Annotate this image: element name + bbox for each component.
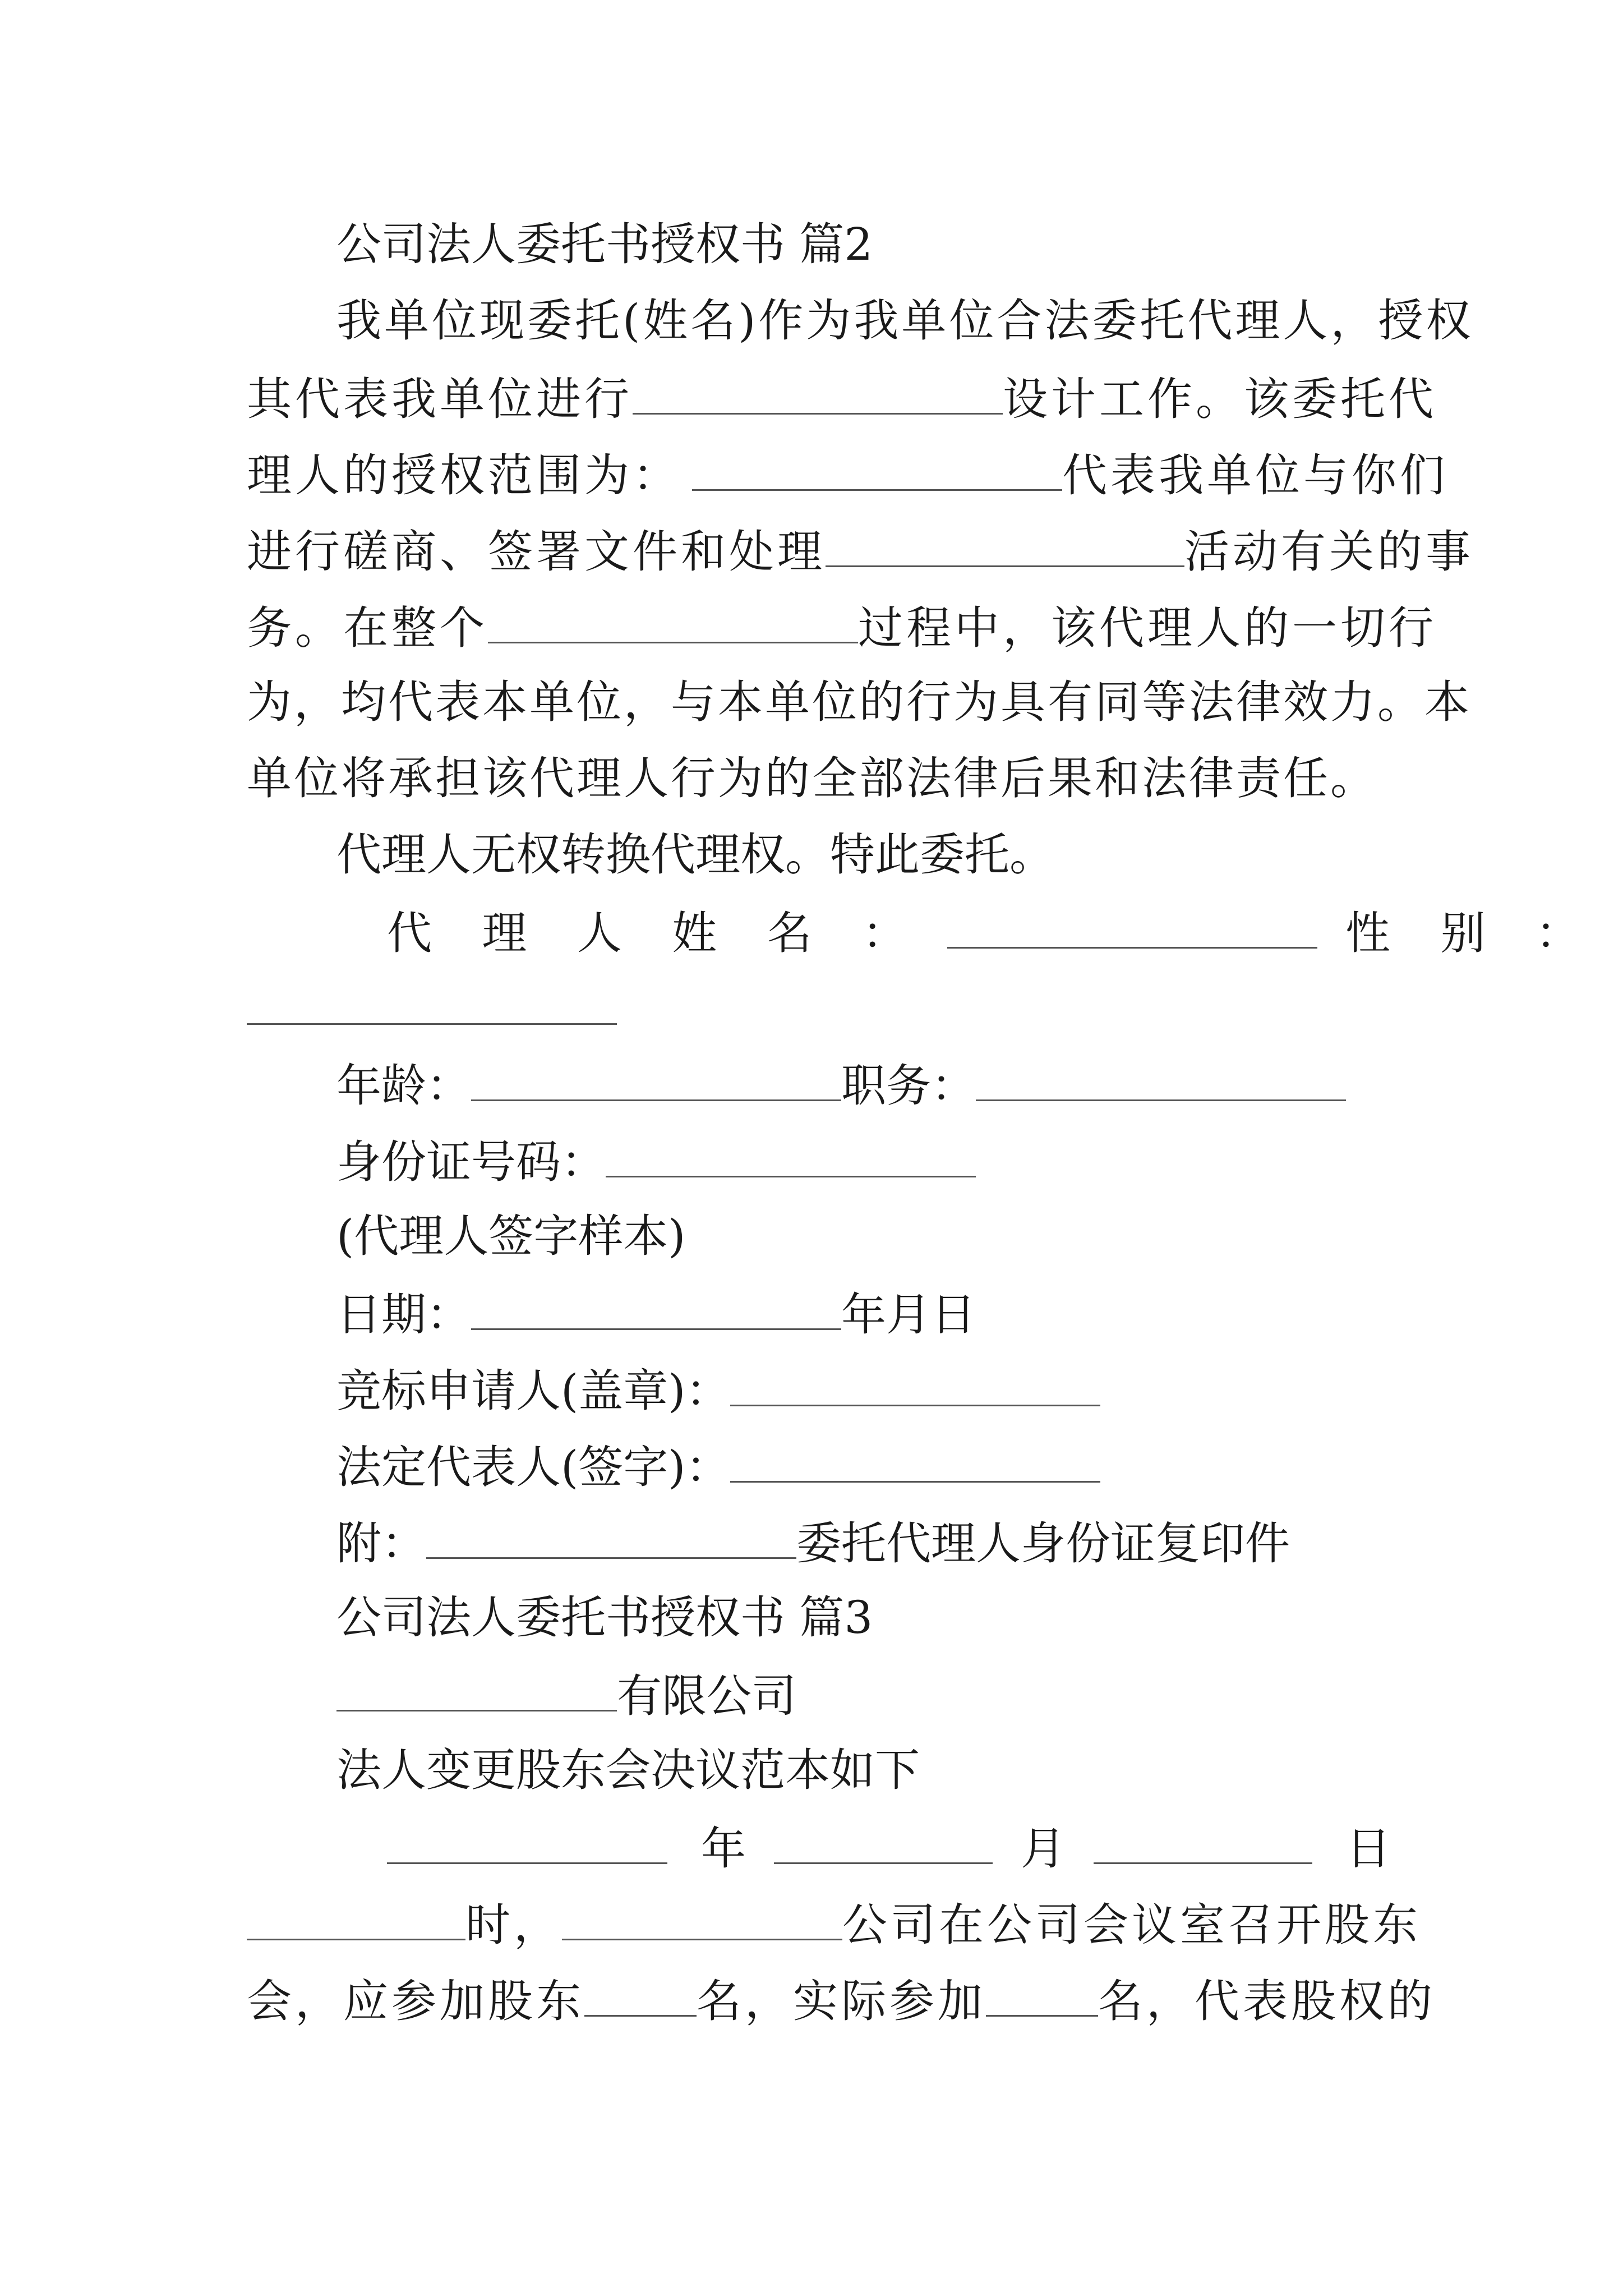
hour-label: 时， (465, 1899, 562, 1951)
id-row (336, 1122, 976, 1198)
actual-count-blank (986, 1961, 1098, 2017)
date-label: 日期： (336, 1289, 471, 1341)
hour-blank (247, 1885, 465, 1940)
attachment-suffix: 委托代理人身份证复印件 (796, 1517, 1290, 1570)
blank-underline (826, 512, 1184, 567)
day-blank (1094, 1809, 1312, 1864)
resolution-intro: 法人变更股东会决议范本如下 (336, 1744, 920, 1796)
legal-rep-row (336, 1427, 1100, 1503)
bidder-blank (730, 1351, 1100, 1406)
id-label: 身份证号码： (336, 1136, 606, 1188)
attachment-blank (426, 1503, 796, 1559)
bidder-label: 竞标申请人(盖章)： (336, 1365, 731, 1417)
attendance-text-c: 名，代表股权的 (1098, 1975, 1436, 2027)
blank-underline (488, 588, 858, 643)
required-count-blank (584, 1961, 697, 2017)
paragraph-line (247, 435, 1448, 512)
blank-underline (692, 435, 1062, 491)
paragraph-line (247, 512, 1474, 588)
text-run: 代表我单位与你们 (1062, 449, 1448, 501)
text-run: 理人的授权范围为： (247, 449, 681, 501)
attendance-text-a: 会，应参加股东 (247, 1975, 584, 2027)
paragraph-line: 为，均代表本单位，与本单位的行为具有同等法律效力。本 (247, 676, 1472, 728)
meeting-time-row (247, 1885, 1421, 1961)
agent-name-label: 代 理 人 姓 名 ： (387, 907, 925, 959)
text-run: 其代表我单位进行 (247, 373, 633, 425)
agent-name-blank (947, 893, 1317, 949)
attachment-label: 附： (336, 1517, 426, 1570)
text-run: 务。在整个 (247, 602, 488, 654)
company-blank (562, 1885, 842, 1940)
company-name-blank (336, 1656, 617, 1711)
agent-name-row (387, 893, 1598, 969)
date-row (336, 1274, 976, 1351)
year-blank (387, 1809, 667, 1864)
paragraph-line: 我单位现委托(姓名)作为我单位合法委托代理人，授权 (336, 295, 1474, 347)
signature-sample: (代理人签字样本) (336, 1210, 686, 1262)
bidder-row (336, 1351, 1100, 1427)
paragraph-line: 单位将承担该代理人行为的全部法律后果和法律责任。 (247, 752, 1377, 804)
attendance-row (247, 1961, 1436, 2037)
month-label: 月 (1021, 1823, 1066, 1875)
company-suffix: 有限公司 (617, 1670, 796, 1722)
text-run: 活动有关的事 (1184, 526, 1474, 578)
no-transfer-statement: 代理人无权转换代理权。特此委托。 (336, 829, 1054, 881)
id-blank (606, 1122, 976, 1177)
legal-rep-label: 法定代表人(签字)： (336, 1441, 731, 1493)
day-label: 日 (1346, 1823, 1391, 1875)
position-label: 职务： (841, 1060, 976, 1112)
text-run: 设计工作。该委托代 (1003, 373, 1437, 425)
blank-underline (633, 359, 1003, 415)
meeting-text: 公司在公司会议室召开股东 (842, 1899, 1421, 1951)
gender-blank-row (247, 969, 617, 1046)
attendance-text-b: 名，实际参加 (697, 1975, 986, 2027)
gender-label: 性 别 ： (1345, 907, 1599, 959)
gender-blank (247, 969, 617, 1025)
paragraph-line (247, 588, 1437, 664)
date-suffix: 年月日 (841, 1289, 976, 1341)
age-position-row (336, 1046, 1346, 1122)
legal-rep-blank (730, 1427, 1100, 1483)
date-blank (471, 1274, 841, 1330)
section-heading-3: 公司法人委托书授权书 篇3 (336, 1591, 873, 1644)
text-run: 进行磋商、签署文件和处理 (247, 526, 826, 578)
text-run: 过程中，该代理人的一切行 (858, 602, 1437, 654)
age-label: 年龄： (336, 1060, 471, 1112)
age-blank (471, 1046, 841, 1101)
company-name-row (336, 1656, 796, 1732)
meeting-date-row (387, 1809, 1391, 1885)
attachment-row (336, 1503, 1290, 1580)
year-label: 年 (701, 1823, 746, 1875)
section-heading-2: 公司法人委托书授权书 篇2 (336, 218, 873, 270)
position-blank (976, 1046, 1346, 1101)
month-blank (774, 1809, 993, 1864)
paragraph-line (247, 359, 1437, 435)
